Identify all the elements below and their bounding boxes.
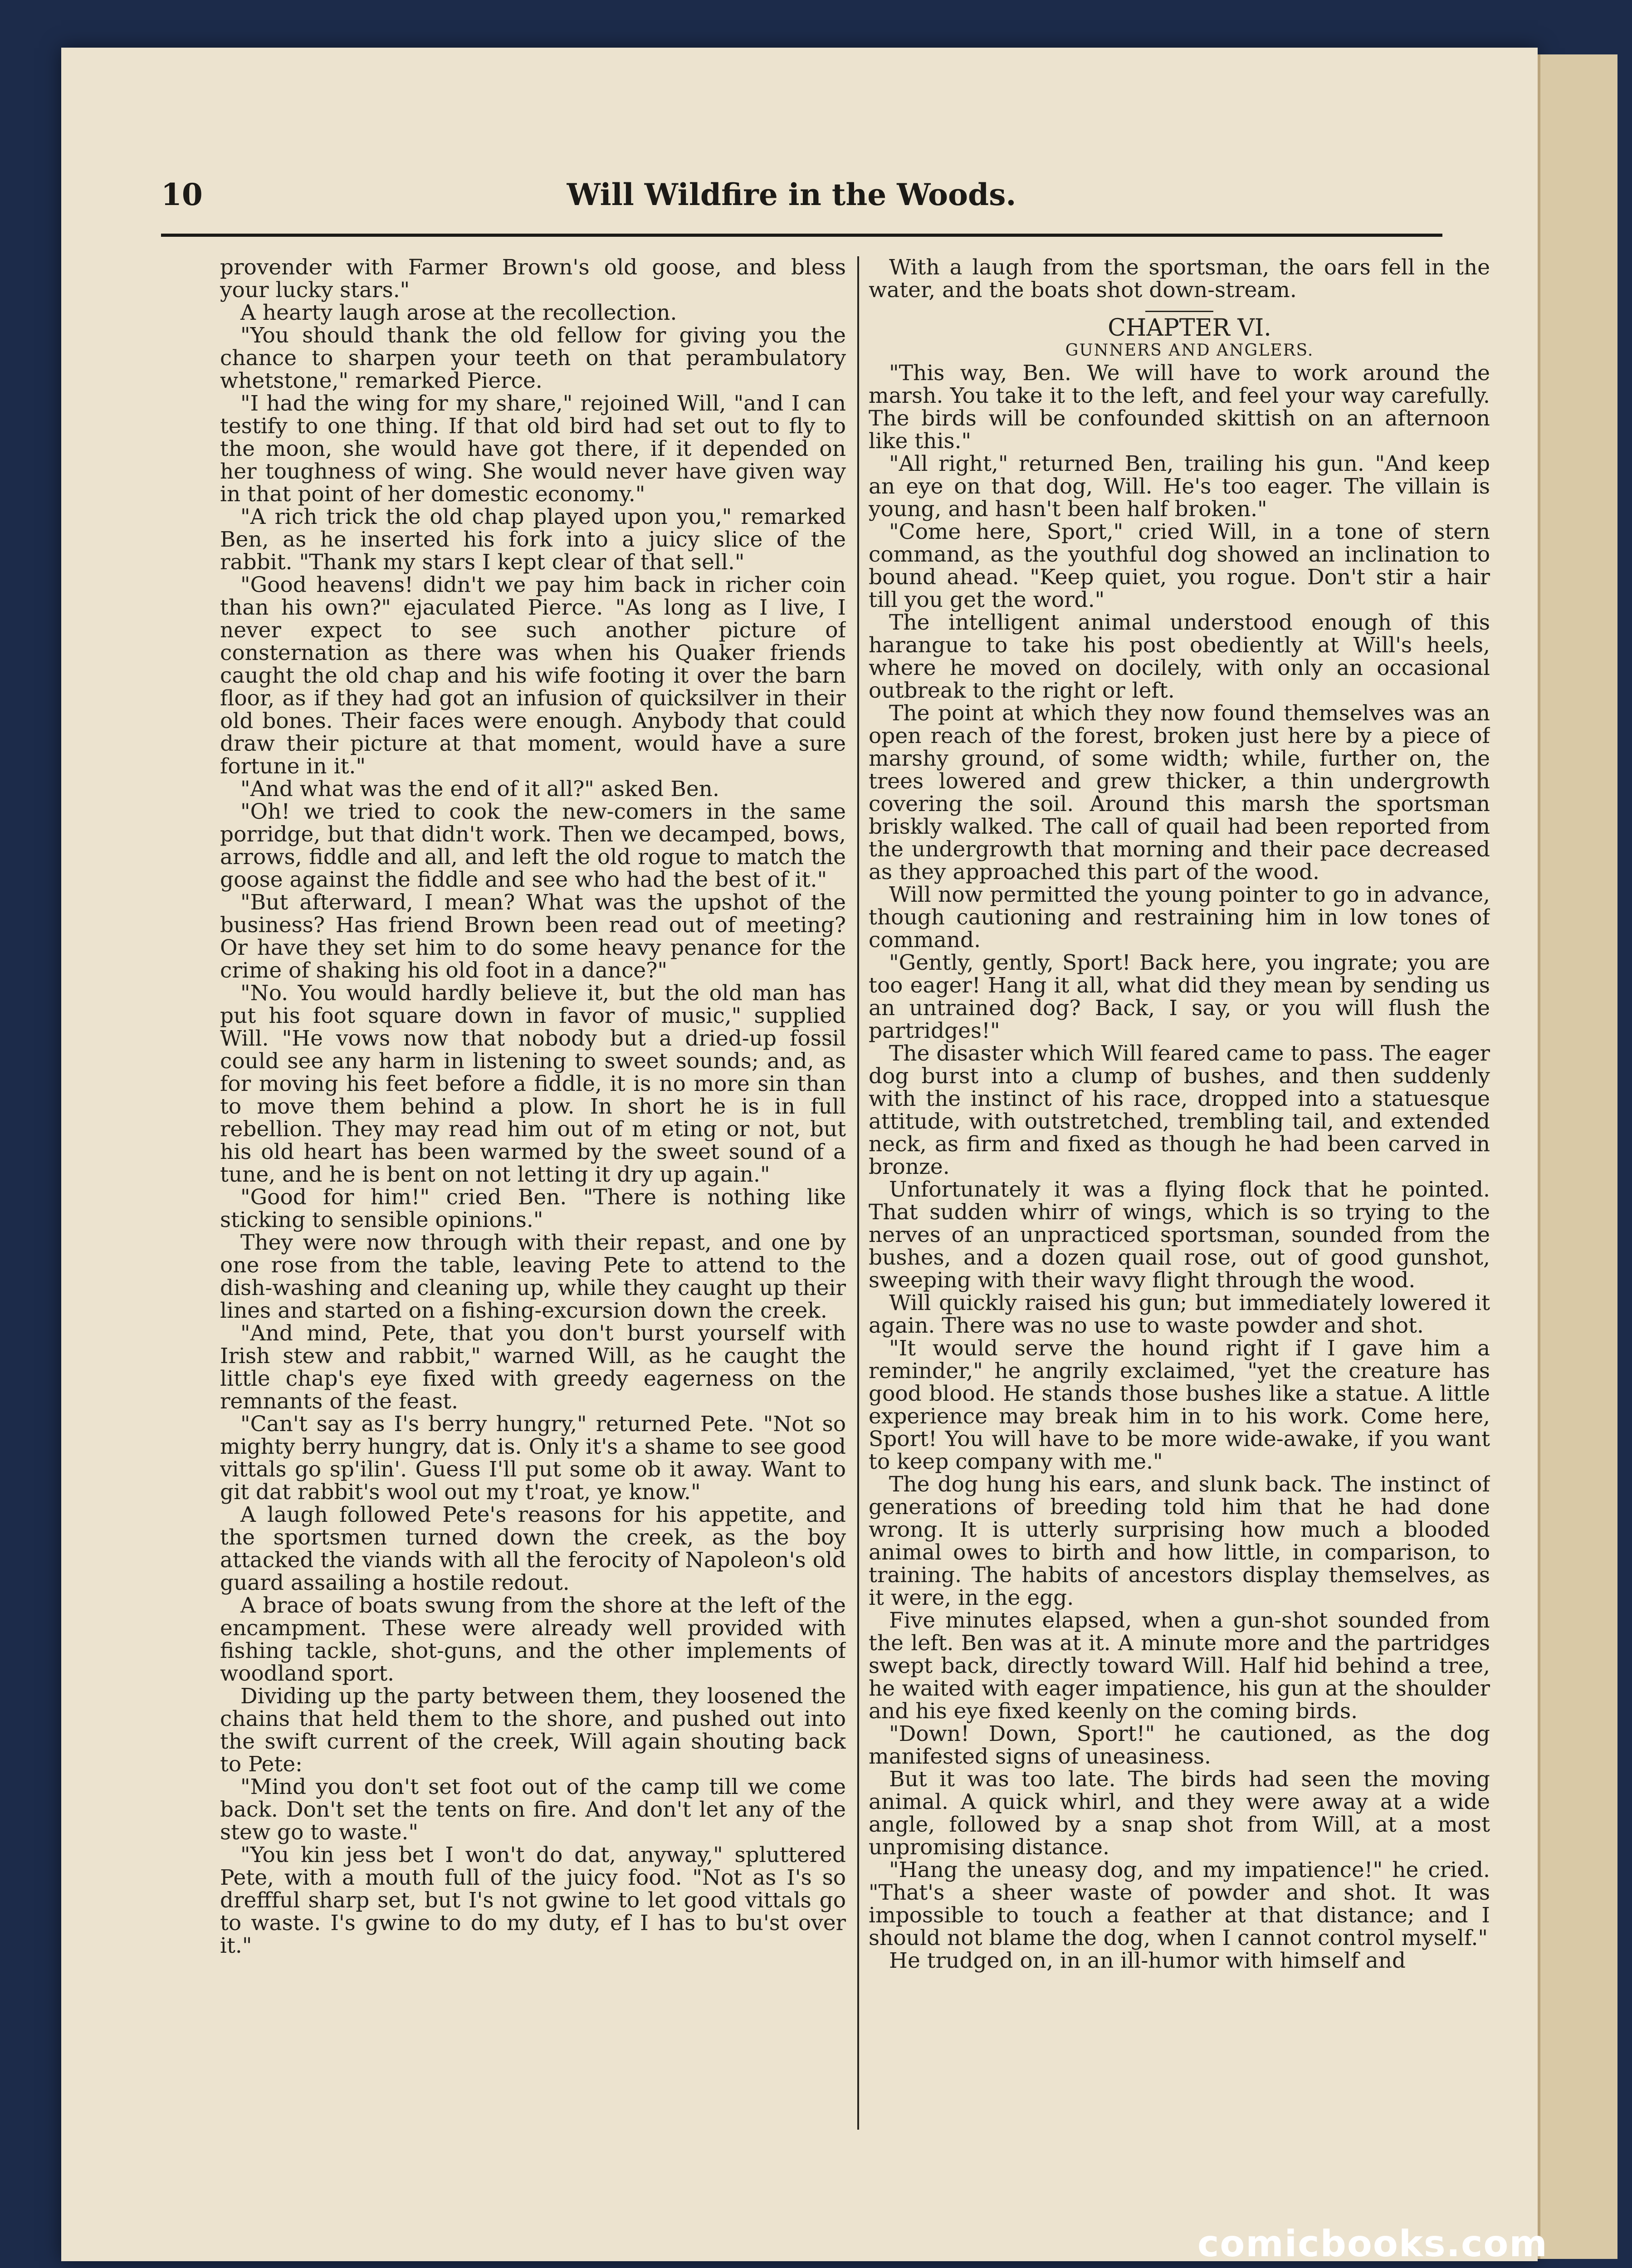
paragraph: Will now permitted the young pointer to go in advance, though cautioning and restraining him in low tones of command. (869, 882, 1490, 953)
adjacent-page-edge (1538, 54, 1617, 2259)
paragraph: "Oh! we tried to cook the new-comers in the same porridge, but that didn't work. Then we decamped, bows, arrows, fiddle and all, and left the old rogue to match the goose against the fiddle and see who had the best of it." (220, 799, 846, 892)
paragraph: The disaster which Will feared came to pass. The eager dog burst into a clump of bushes, and then suddenly with the instinct of his race, dropped into a statuesque attitude, with outstretched, trembling tail, and extended neck, as firm and fixed as though he had been carved in bronze. (869, 1041, 1490, 1179)
paragraph: With a laugh from the sportsman, the oars fell in the water, and the boats shot down-stream. (869, 256, 1490, 303)
paragraph: "And what was the end of it all?" asked Ben. (240, 777, 719, 802)
paragraph: The dog hung his ears, and slunk back. The instinct of generations of breeding told him that he had done wrong. It is utterly surprising how much a blooded animal owes to birth and how little, in comparison, to training. The habits of ancestors display themselves, as it were, in the egg. (869, 1472, 1490, 1610)
page-number: 10 (161, 177, 203, 212)
header-rule (161, 234, 1442, 237)
paragraph: "A rich trick the old chap played upon you," remarked Ben, as he inserted his fork into a juicy slice of the rabbit. "Thank my stars I kept clear of that sell." (220, 504, 846, 575)
paragraph: A hearty laugh arose at the recollection. (240, 300, 677, 325)
paragraph: A laugh followed Pete's reasons for his appetite, and the sportsmen turned down the creek, as the boy attacked the viands with all the ferocity of Napoleon's old guard assailing a hostile redout. (220, 1502, 846, 1595)
paragraph: "And mind, Pete, that you don't burst yourself with Irish stew and rabbit," warned Will, as he caught the little chap's eye fixed with greedy eagerness on the remnants of the feast. (220, 1321, 846, 1414)
paragraph: Five minutes elapsed, when a gun-shot sounded from the left. Ben was at it. A minute more and the partridges swept back, directly toward Will. Half hid behind a tree, he waited with eager impatience, his gun at the shoulder and his eye fixed keenly on the coming birds. (869, 1608, 1490, 1724)
paragraph: He trudged on, in an ill-humor with himself and (889, 1948, 1406, 1973)
paragraph: "Can't say as I's berry hungry," returned Pete. "Not so mighty berry hungry, dat is. Only it's a shame to see good vittals go sp'ilin'. Guess I'll put some ob it away. Want to git dat rabbit's wool out my t'roat, ye know." (220, 1412, 846, 1505)
paragraph: "You kin jess bet I won't do dat, anyway," spluttered Pete, with a mouth full of the juicy food. "Not as I's so dreffful sharp set, but I's not gwine to let good vittals go to waste. I's gwine to do my duty, ef I has to bu'st over it." (220, 1843, 846, 1958)
paragraph: "Hang the uneasy dog, and my impatience!" he cried. "That's a sheer waste of powder and shot. It was impossible to touch a feather at that distance; and I should not blame the dog, when I cannot control myself." (869, 1857, 1490, 1950)
paragraph: "Down! Down, Sport!" he cautioned, as the dog manifested signs of uneasiness. (869, 1721, 1490, 1769)
paragraph: They were now through with their repast, and one by one rose from the table, leaving Pete to attend to the dish-washing and cleaning up, while they caught up their lines and started on a fishing-excursion down the creek. (220, 1230, 846, 1323)
chapter-subtitle: GUNNERS AND ANGLERS. (1065, 341, 1314, 360)
paragraph: "Come here, Sport," cried Will, in a tone of stern command, as the youthful dog showed an inclination to bound ahead. "Keep quiet, you rogue. Don't stir a hair till you get the word." (869, 519, 1490, 612)
paragraph: "You should thank the old fellow for giving you the chance to sharpen your teeth on that perambulatory whetstone," remarked Pierce. (220, 323, 846, 393)
paragraph: "This way, Ben. We will have to work around the marsh. You take it to the left, and feel your way carefully. The birds will be confounded skittish on an afternoon like this." (869, 361, 1490, 454)
chapter-rule (1145, 311, 1213, 312)
paragraph: provender with Farmer Brown's old goose, and bless your lucky stars." (220, 256, 846, 303)
paragraph: "No. You would hardly believe it, but the old man has put his foot square down in favor of music," supplied Will. "He vows now that nobody but a dried-up fossil could see any harm in listening to sweet sounds; and, as for moving his feet before a fiddle, it is no more sin than to move them behind a plow. In short he is in full rebellion. They may read him out of m eting or not, but his old heart has been warmed by the sweet sound of a tune, and he is bent on not letting it dry up again." (220, 981, 846, 1187)
page-header (161, 177, 1449, 218)
watermark: comicbooks.com (1197, 2223, 1548, 2265)
running-title: Will Wildfire in the Woods. (567, 177, 1016, 212)
right-column (869, 256, 1490, 2155)
paragraph: "All right," returned Ben, trailing his gun. "And keep an eye on that dog, Will. He's too eager. The villain is young, and hasn't been half broken." (869, 451, 1490, 522)
paragraph: A brace of boats swung from the shore at the left of the encampment. These were already well provided with fishing tackle, shot-guns, and the other implements of woodland sport. (220, 1593, 846, 1686)
paragraph: "Mind you don't set foot out of the camp till we come back. Don't set the tents on fire. And don't let any of the stew go to waste." (220, 1774, 846, 1845)
column-divider (857, 256, 859, 2130)
paragraph: The intelligent animal understood enough of this harangue to take his post obediently at Will's heels, where he moved on docilely, with only an occasional outbreak to the right or left. (869, 610, 1490, 703)
paragraph: Dividing up the party between them, they loosened the chains that held them to the shore, and pushed out into the swift current of the creek, Will again shouting back to Pete: (220, 1684, 846, 1777)
paragraph: But it was too late. The birds had seen the moving animal. A quick whirl, and they were away at a wide angle, followed by a snap shot from Will, at a most unpromising distance. (869, 1767, 1490, 1860)
left-column (220, 256, 846, 2155)
chapter-title: CHAPTER VI. (1108, 314, 1271, 342)
paragraph: "Good heavens! didn't we pay him back in richer coin than his own?" ejaculated Pierce. "As long as I live, I never expect to see such another picture of consternation as there was when his Quaker friends caught the old chap and his wife footing it over the barn floor, as if they had got an infusion of quicksilver in their old bones. Their faces were enough. Anybody that could draw their picture at that moment, would have a sure fortune in it." (220, 572, 846, 779)
paragraph: Will quickly raised his gun; but immediately lowered it again. There was no use to waste powder and shot. (869, 1290, 1490, 1338)
paragraph: "But afterward, I mean? What was the upshot of the business? Has friend Brown been read out of meeting? Or have they set him to do some heavy penance for the crime of shaking his old foot in a dance?" (220, 890, 846, 983)
paragraph: "Gently, gently, Sport! Back here, you ingrate; you are too eager! Hang it all, what did they mean by sending us an untrained dog? Back, I say, or you will flush the partridges!" (869, 950, 1490, 1043)
paragraph: "Good for him!" cried Ben. "There is nothing like sticking to sensible opinions." (220, 1185, 846, 1232)
paragraph: "I had the wing for my share," rejoined Will, "and I can testify to one thing. If that old bird had set out to fly to the moon, she would have got there, if it depended on her toughness of wing. She would never have given way in that point of her domestic economy." (220, 391, 846, 507)
paragraph: Unfortunately it was a flying flock that he pointed. That sudden whirr of wings, which is so trying to the nerves of an unpracticed sportsman, sounded from the bushes, and a dozen quail rose, out of good gunshot, sweeping with their wavy flight through the wood. (869, 1177, 1490, 1293)
paragraph: The point at which they now found themselves was an open reach of the forest, broken just here by a piece of marshy ground, of some width; while, further on, the trees lowered and grew thicker, a thin undergrowth covering the soil. Around this marsh the sportsman briskly walked. The call of quail had been reported from the undergrowth that morning and their pace decreased as they approached this part of the wood. (869, 701, 1490, 885)
paragraph: "It would serve the hound right if I gave him a reminder," he angrily exclaimed, "yet the creature has good blood. He stands those bushes like a statue. A little experience may break him in to his work. Come here, Sport! You will have to be more wide-awake, if you want to keep company with me." (869, 1336, 1490, 1474)
